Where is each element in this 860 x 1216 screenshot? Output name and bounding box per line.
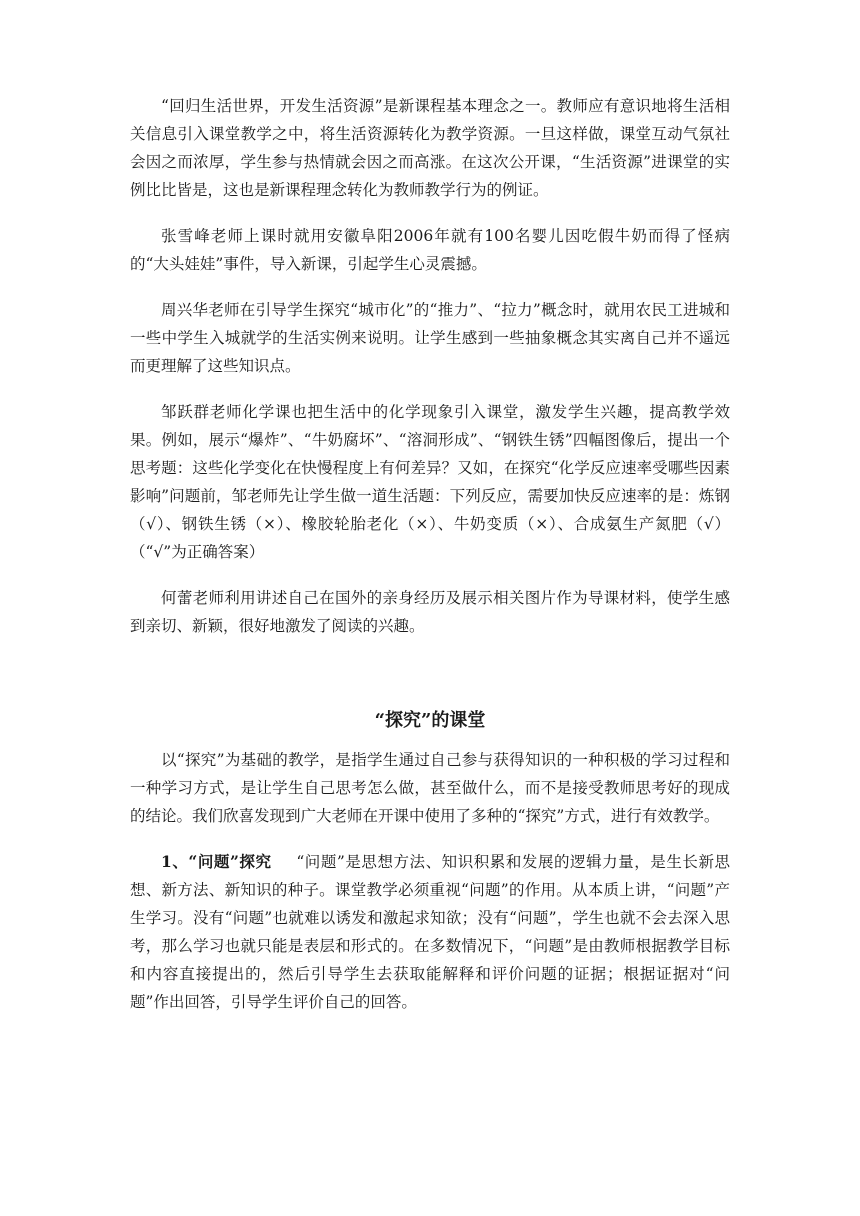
- paragraph-zou-yuequn: 邹跃群老师化学课也把生活中的化学现象引入课堂，激发学生兴趣，提高教学效果。例如，展示“爆炸”、“牛奶腐坏”、“溶洞形成”、“钢铁生锈”四幅图像后，提出一个思考题：这些化学变化在快慢程度上有何差异？又如，在探究“化学反应速率受哪些因素影响”问题前，邹老师先让学生做一道生活题：下列反应，需要加快反应速率的是：炼钢（√）、钢铁生锈（×）、橡胶轮胎老化（×）、牛奶变质（×）、合成氨生产氮肥（√）（“√”为正确答案）: [130, 403, 730, 561]
- document-page: [130, 92, 730, 1016]
- item-text: “问题”是思想方法、知识积累和发展的逻辑力量，是生长新思想、新方法、新知识的种子。课堂教学必须重视“问题”的作用。从本质上讲，“问题”产生学习。没有“问题”也就难以诱发和激起求知欲；没有“问题”，学生也就不会去深入思考，那么学习也就只能是表层和形式的。在多数情况下，“问题”是由教师根据教学目标和内容直接提出的，然后引导学生去获取能解释和评价问题的证据；根据证据对“问题”作出回答，引导学生评价自己的回答。: [130, 853, 730, 1011]
- paragraph-zhou-xinghua: 周兴华老师在引导学生探究“城市化”的“推力”、“拉力”概念时，就用农民工进城和一些中学生入城就学的生活实例来说明。让学生感到一些抽象概念其实离自己并不遥远而更理解了这些知识点。: [130, 301, 730, 375]
- item-lead: 1、“问题”探究: [161, 852, 272, 871]
- paragraph-problem-inquiry: [130, 848, 730, 1016]
- paragraph-life-resources: “回归生活世界，开发生活资源”是新课程基本理念之一。教师应有意识地将生活相关信息引入课堂教学之中，将生活资源转化为教学资源。一旦这样做，课堂互动气氛社会因之而浓厚，学生参与热情就会因之而高涨。在这次公开课，“生活资源”进课堂的实例比比皆是，这也是新课程理念转化为教师教学行为的例证。: [130, 97, 730, 199]
- paragraph-zhang-xuefeng: 张雪峰老师上课时就用安徽阜阳2006年就有100名婴儿因吃假牛奶而得了怪病的“大头娃娃”事件，导入新课，引起学生心灵震撼。: [130, 227, 730, 273]
- paragraph-inquiry-intro: 以“探究”为基础的教学，是指学生通过自己参与获得知识的一种积极的学习过程和一种学习方式，是让学生自己思考怎么做，甚至做什么，而不是接受教师思考好的现成的结论。我们欣喜发现到广大老师在开课中使用了多种的“探究”方式，进行有效教学。: [130, 751, 730, 825]
- paragraph-he-lei: 何蕾老师利用讲述自己在国外的亲身经历及展示相关图片作为导课材料，使学生感到亲切、新颖，很好地激发了阅读的兴趣。: [130, 589, 730, 635]
- section-title: “探究”的课堂: [374, 710, 486, 731]
